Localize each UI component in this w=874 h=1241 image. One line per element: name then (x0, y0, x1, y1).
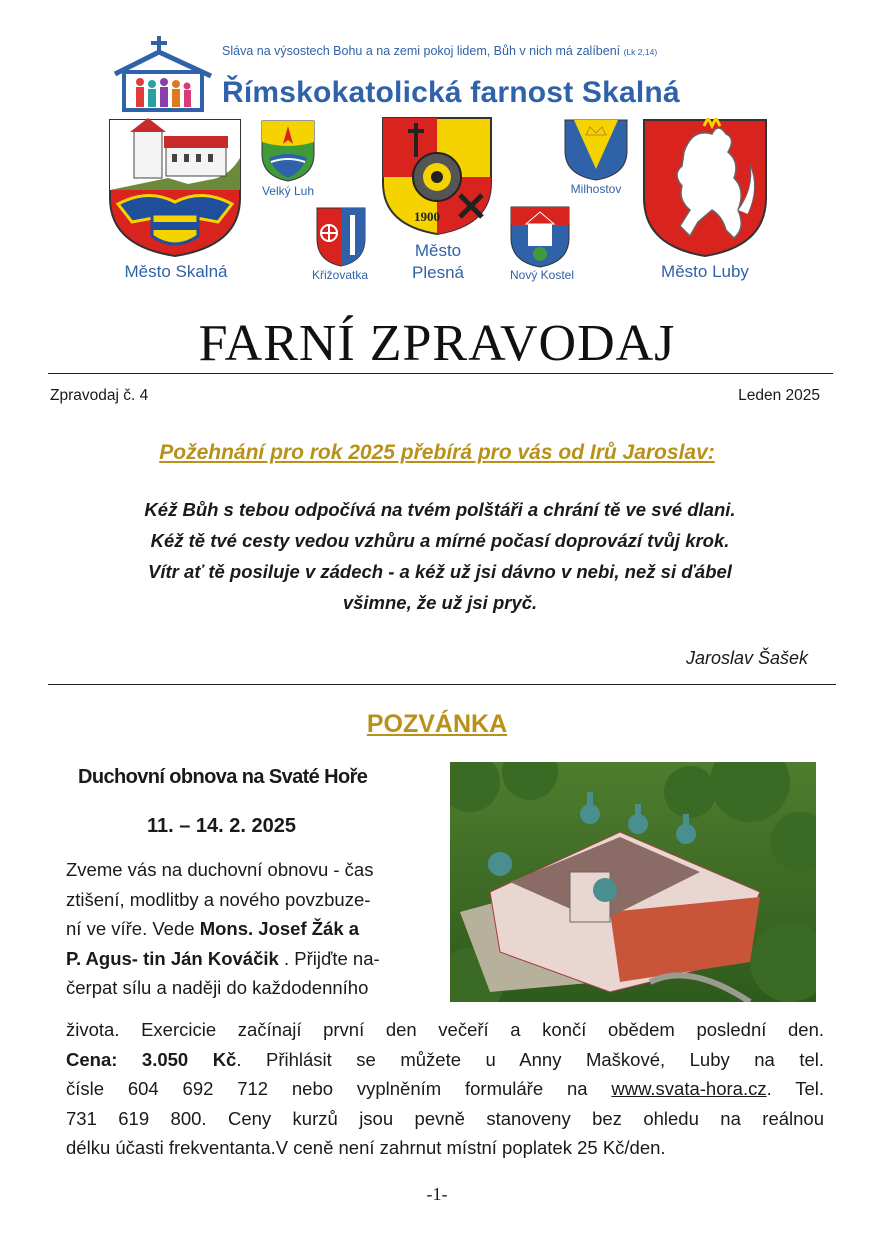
novy-kostel-label: Nový Kostel (509, 268, 575, 282)
text-line: ztišení, modlitby a nového povzbuze- (66, 888, 371, 910)
invitation-text-wrapped (66, 855, 380, 1003)
velky-luh-label: Velký Luh (261, 184, 315, 198)
motto: Sláva na výsostech Bohu a na zemi pokoj lidem, Bůh v nich má zalíbení (Lk 2,14) (222, 44, 658, 58)
plesna-label: Město Plesná (412, 241, 464, 282)
header-rule (48, 373, 833, 374)
section-rule (48, 684, 836, 685)
parish-house-logo (112, 36, 214, 112)
invitation-text-full (66, 1015, 824, 1163)
website-link[interactable]: www.svata-hora.cz (611, 1078, 767, 1099)
blessing-text (90, 494, 790, 618)
leader-names: P. Agus- tin Ján Kováčik (66, 947, 279, 969)
event-dates: 11. – 14. 2. 2025 (147, 815, 297, 837)
invitation-heading: POZVÁNKA (366, 710, 508, 738)
event-title: Duchovní obnova na Svaté Hoře (78, 766, 368, 788)
skalna-crest-icon (108, 118, 242, 258)
issue-number: Zpravodaj č. 4 (50, 387, 149, 404)
text-line: ní ve víře. Vede Mons. Josef Žák a (66, 918, 360, 939)
blessing-line: Kéž tě tvé cesty vedou vzhůru a mírné počasí doprovází tvůj krok. (150, 530, 730, 551)
krizovatka-label: Křižovatka (311, 268, 369, 282)
blessing-author: Jaroslav Šašek (685, 648, 808, 668)
leader-names: Mons. Josef Žák a (199, 918, 360, 939)
text-line: 731 619 800. Ceny kurzů jsou pevně stanoveny bez ohledu na reálnou (66, 1107, 824, 1129)
milhostov-label: Milhostov (570, 182, 622, 196)
luby-crest-icon (642, 118, 768, 258)
blessing-heading: Požehnání pro rok 2025 přebírá pro vás od Irů Jaroslav: (159, 441, 715, 464)
svata-hora-photo (450, 762, 816, 1002)
luby-label: Město Luby (661, 262, 749, 281)
text-line: života. Exercicie začínají první den večeří a končí obědem poslední den. (66, 1019, 824, 1040)
blessing-line: Kéž Bůh s tebou odpočívá na tvém polštáři a chrání tě ve své dlani. (144, 499, 736, 520)
krizovatka-crest-icon (316, 207, 366, 267)
milhostov-crest-icon (564, 119, 628, 181)
text-line: P. Agus- tin Ján Kováčik . Přijďte na- (66, 947, 380, 969)
text-line: čerpat sílu a naději do každodenního (66, 977, 369, 998)
plesna-crest-icon (382, 117, 492, 235)
plesna-year: 1900 (414, 209, 440, 224)
skalna-label: Město Skalná (124, 262, 228, 281)
issue-date: Leden 2025 (738, 387, 820, 404)
text-line: délku účasti frekventanta.V ceně není zahrnut místní poplatek 25 Kč/den. (66, 1137, 666, 1158)
blessing-line: všimne, že už jsi pryč. (342, 592, 538, 613)
text-line: čísle 604 692 712 nebo vyplněním formuláře na www.svata-hora.cz. Tel. (66, 1078, 825, 1099)
text-line: Cena: 3.050 Kč. Přihlásit se můžete u Anny Maškové, Luby na tel. (66, 1048, 824, 1070)
blessing-line: Vítr ať tě posiluje v zádech - a kéž už jsi dávno v nebi, než si ďábel (148, 561, 732, 582)
parish-name: Římskokatolická farnost Skalná (222, 76, 680, 109)
novy-kostel-crest-icon (510, 206, 570, 268)
text-line: Zveme vás na duchovní obnovu - čas (66, 859, 374, 880)
newsletter-title: FARNÍ ZPRAVODAJ (198, 315, 676, 372)
page-number: -1- (426, 1184, 448, 1204)
velky-luh-crest-icon (261, 120, 315, 182)
price: Cena: 3.050 Kč (66, 1048, 237, 1070)
